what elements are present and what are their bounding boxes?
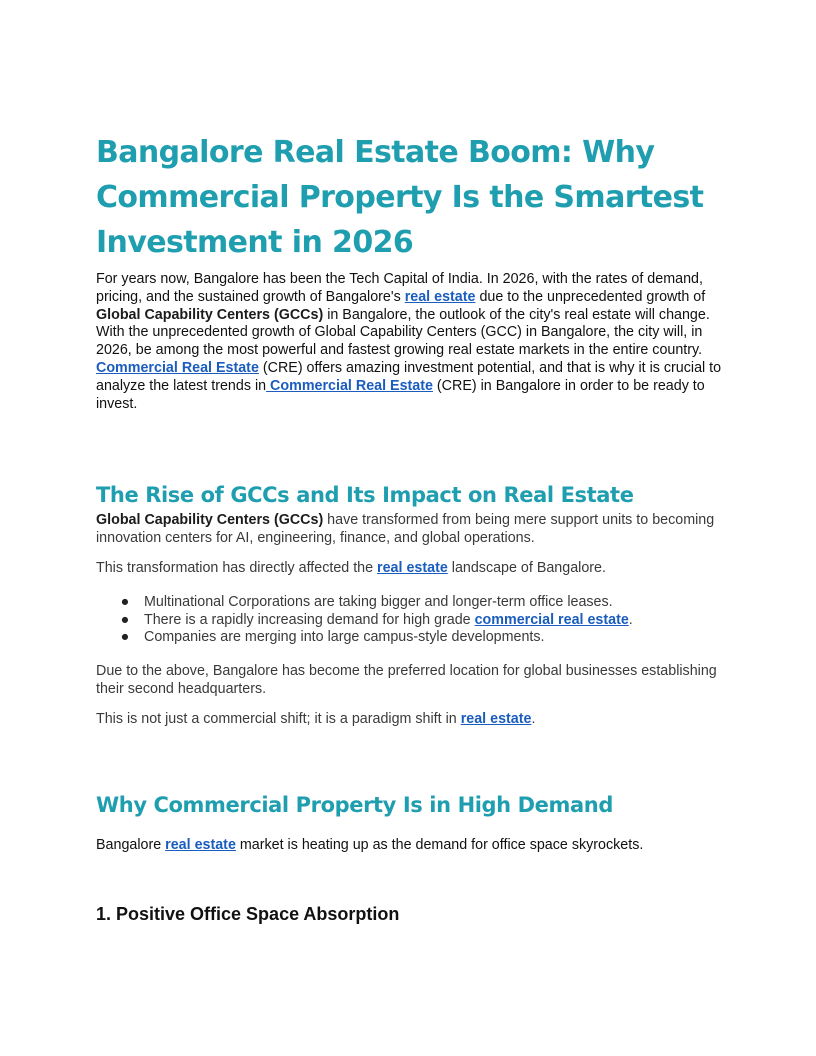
commercial-real-estate-link[interactable]: Commercial Real Estate [96, 359, 259, 376]
intro-text-5: (CRE) in Bangalore in order to be ready to invest. [96, 377, 705, 412]
gcc-bold-term: Global Capability Centers (GCCs) [96, 512, 324, 529]
bullet-text: Multinational Corporations are taking bigger and longer-term office leases. [144, 593, 613, 610]
real-estate-link[interactable]: real estate [404, 288, 476, 305]
intro-paragraph [96, 271, 728, 413]
real-estate-link[interactable]: real estate [460, 710, 532, 727]
commercial-real-estate-link-2[interactable]: Commercial Real Estate [266, 377, 433, 394]
section-heading-gcc: The Rise of GCCs and Its Impact on Real Estate [96, 483, 634, 508]
demand-paragraph [96, 837, 728, 855]
real-estate-link[interactable]: real estate [377, 559, 448, 576]
gcc-paragraph-4-end: . [531, 710, 536, 727]
list-item [120, 612, 728, 630]
intro-text-4: (CRE) offers amazing investment potential, and that is why it is crucial to analyze the latest trends in [96, 359, 722, 394]
bullet-icon: ● [120, 593, 130, 610]
demand-paragraph-end: market is heating up as the demand for office space skyrockets. [235, 836, 644, 853]
gcc-paragraph-1-text: have transformed from being mere support units to becoming innovation centers for AI, engineering, finance, and global operations. [96, 512, 715, 547]
section-heading-demand: Why Commercial Property Is in High Demand [96, 792, 613, 817]
bullet-text: Companies are merging into large campus-style developments. [144, 629, 545, 646]
list-item [120, 594, 728, 612]
commercial-real-estate-link[interactable]: commercial real estate [474, 611, 629, 628]
gcc-paragraph-2-text: This transformation has directly affected the [96, 559, 378, 576]
subheading-office-absorption: 1. Positive Office Space Absorption [96, 904, 400, 925]
gcc-paragraph-3: Due to the above, Bangalore has become the preferred location for global businesses establishing their second headquarters. [96, 663, 717, 697]
document-page [96, 130, 728, 926]
intro-bold-gcc: Global Capability Centers (GCCs) [96, 306, 328, 323]
gcc-bullet-list [96, 594, 728, 647]
intro-text-3: in Bangalore, the outlook of the city's real estate will change. With the unprecedented growth of Global Capability Centers (GCC) in Bangalore, the city will, in 2026, be among the most powerful and fastest growing real estate markets in the entire country. [96, 306, 710, 359]
bullet-text-end: . [628, 611, 633, 628]
gcc-paragraph-2-end: landscape of Bangalore. [447, 559, 606, 576]
bullet-icon: ● [120, 611, 130, 628]
real-estate-link[interactable]: real estate [165, 836, 236, 853]
gcc-paragraph-1 [96, 512, 728, 548]
bullet-icon: ● [120, 629, 130, 646]
intro-text-1: For years now, Bangalore has been the Tech Capital of India. In 2026, with the rates of demand, pricing, and the sustained growth of Bangalore's [96, 271, 703, 305]
bullet-text: There is a rapidly increasing demand for high grade [144, 611, 475, 628]
page-title: Bangalore Real Estate Boom: Why Commercial Property Is the Smartest Investment in 2026 [96, 135, 704, 260]
gcc-paragraph-2 [96, 560, 728, 578]
demand-paragraph-text: Bangalore [96, 836, 166, 853]
intro-text-2: due to the unprecedented growth of [475, 288, 706, 305]
gcc-paragraph-4 [96, 711, 728, 729]
gcc-paragraph-4-text: This is not just a commercial shift; it is a paradigm shift in [96, 710, 461, 727]
list-item [120, 629, 728, 647]
